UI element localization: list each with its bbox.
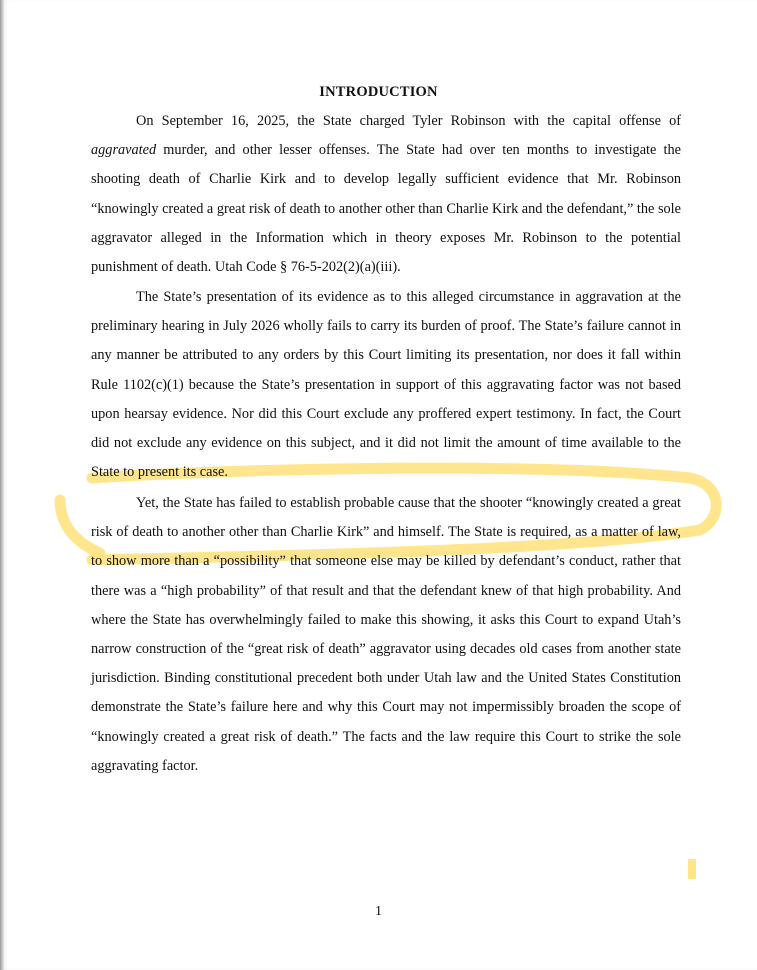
page-number: 1 bbox=[375, 904, 382, 919]
paragraph-2 bbox=[91, 283, 681, 487]
page-edge-shadow bbox=[0, 0, 4, 970]
paragraph-2-text: The State’s presentation of its evidence as to this alleged circumstance in aggravation at the preliminary hearing in July 2026 wholly fails to carry its burden of proof. The State’s failure cannot in any manner be attributed to any orders by this Court limiting its presentation, nor does it fall within Rule 1102(c)(1) because the State’s presentation in support of this aggravating factor was not based upon hearsay evidence. Nor did this Court exclude any proffered expert testimony. In fact, the Court did not exclude any evidence on this subject, and it did not limit the amount of time available to the State to present its case. bbox=[91, 289, 681, 481]
paragraph-3-text: Yet, the State has failed to establish probable cause that the shooter “knowingly created a great risk of death to another other than Charlie Kirk” and himself. The State is required, as a matter of law, to show more than a “possibility” that someone else may be killed by defendant’s conduct, rather that there was a “high probability” of that result and that the defendant knew of that high probability. And where the State has overwhelmingly failed to make this showing, it asks this Court to expand Utah’s narrow construction of the “great risk of death” aggravator using decades old cases from another state jurisdiction. Binding constitutional precedent both under Utah law and the United States Constitution demonstrate the State’s failure here and why this Court may not impermissibly broaden the scope of “knowingly created a great risk of death.” The facts and the law require this Court to strike the sole aggravating factor. bbox=[91, 495, 681, 774]
paragraph-1 bbox=[91, 107, 681, 282]
paragraph-1-lead: On September 16, 2025, the State charged Tyler Robinson with the capital offense of bbox=[136, 113, 681, 129]
paragraph-1-rest: murder, and other lesser offenses. The State had over ten months to investigate the shooting death of Charlie Kirk and to develop legally sufficient evidence that Mr. Robinson “knowingly created a great risk of death to another other than Charlie Kirk and the defendant,” the sole aggravator alleged in the Information which in theory exposes Mr. Robinson to the potential punishment of death. Utah Code § 76-5-202(2)(a)(iii). bbox=[91, 142, 681, 276]
paragraph-1-italic: aggravated bbox=[91, 142, 157, 159]
section-title: INTRODUCTION bbox=[319, 84, 438, 100]
paragraph-3 bbox=[91, 489, 681, 781]
highlight-mark bbox=[688, 859, 696, 879]
